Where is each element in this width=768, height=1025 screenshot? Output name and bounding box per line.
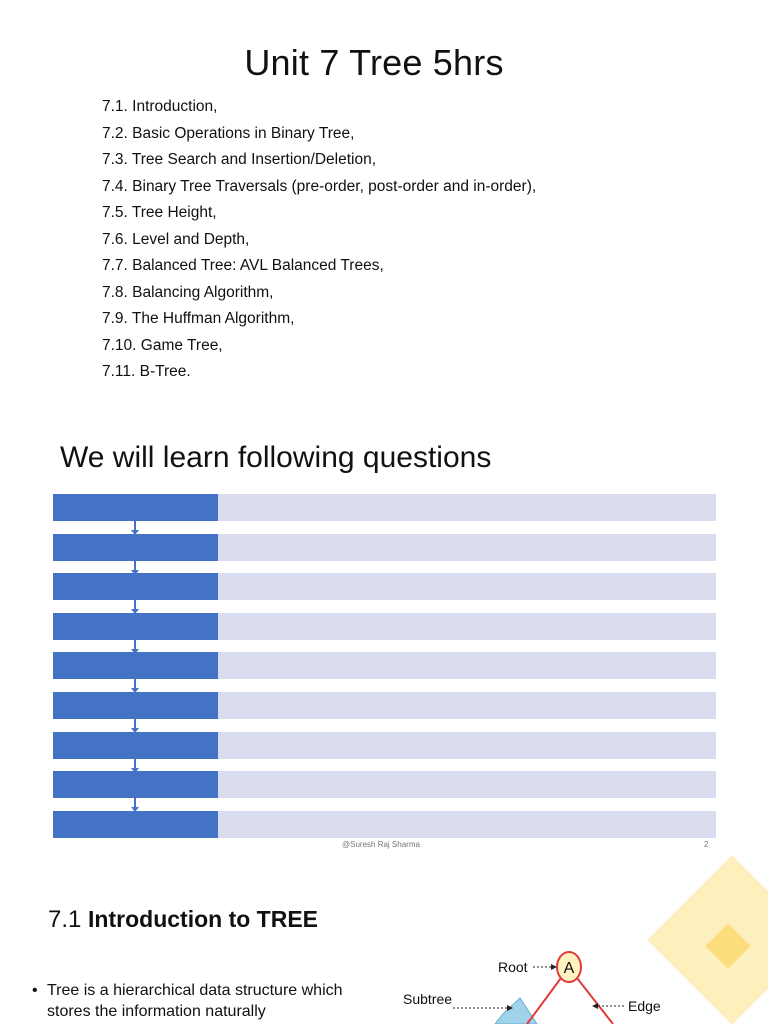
question-box	[53, 494, 218, 521]
question-band	[218, 573, 716, 600]
topic-item: 7.4. Binary Tree Traversals (pre-order, post-order and in-order),	[102, 177, 537, 195]
question-row	[53, 573, 716, 600]
question-row	[53, 692, 716, 719]
edge-arrowhead-icon	[592, 1003, 598, 1009]
edge-line	[527, 978, 561, 1024]
topic-item: 7.1. Introduction,	[102, 98, 218, 115]
question-box	[53, 811, 218, 838]
topic-item: 7.9. The Huffman Algorithm,	[102, 310, 295, 327]
question-row	[53, 534, 716, 561]
flow-arrow-icon	[134, 521, 136, 532]
root-node-label: A	[563, 960, 575, 977]
question-box	[53, 573, 218, 600]
question-band	[218, 811, 716, 838]
question-row	[53, 732, 716, 759]
footer-author: @Suresh Raj Sharma	[342, 840, 420, 849]
topic-item: 7.11. B-Tree.	[102, 363, 191, 380]
questions-title: We will learn following questions	[60, 441, 492, 474]
tree-diagram	[395, 944, 695, 1024]
edge-line	[577, 978, 613, 1024]
flow-arrow-icon	[134, 759, 136, 770]
question-box	[53, 613, 218, 640]
question-row	[53, 613, 716, 640]
section-title: Introduction to TREE	[88, 906, 319, 932]
question-box	[53, 692, 218, 719]
topic-item: 7.10. Game Tree,	[102, 336, 223, 354]
edge-label: Edge	[628, 998, 661, 1014]
question-box	[53, 534, 218, 561]
subtree-label: Subtree	[403, 991, 453, 1007]
section-heading	[48, 906, 318, 934]
topic-item: 7.8. Balancing Algorithm,	[102, 283, 274, 301]
slide-title: Unit 7 Tree 5hrs	[244, 42, 504, 83]
question-row	[53, 652, 716, 679]
question-band	[218, 494, 716, 521]
question-band	[218, 652, 716, 679]
topic-item: 7.6. Level and Depth,	[102, 230, 250, 248]
topic-item: 7.3. Tree Search and Insertion/Deletion,	[102, 151, 376, 168]
question-band	[218, 771, 716, 798]
question-band	[218, 613, 716, 640]
topic-list	[102, 96, 536, 388]
root-label: Root	[498, 959, 528, 975]
flow-arrow-icon	[134, 640, 136, 651]
question-row	[53, 771, 716, 798]
question-band	[218, 534, 716, 561]
question-flow-diagram	[53, 494, 716, 840]
topic-item: 7.2. Basic Operations in Binary Tree,	[102, 124, 355, 142]
question-band	[218, 692, 716, 719]
flow-arrow-icon	[134, 600, 136, 611]
section-number: 7.1	[48, 906, 82, 933]
flow-arrow-icon	[134, 719, 136, 730]
question-row	[53, 494, 716, 521]
topic-item: 7.5. Tree Height,	[102, 204, 217, 221]
question-band	[218, 732, 716, 759]
bullet-dot-icon: •	[32, 982, 38, 999]
question-box	[53, 732, 218, 759]
flow-arrow-icon	[134, 798, 136, 809]
root-arrowhead-icon	[551, 964, 557, 970]
page-number: 2	[704, 840, 709, 849]
bullet-text: Tree is a hierarchical data structure which stores the information naturally	[47, 982, 343, 1020]
flow-arrow-icon	[134, 679, 136, 690]
question-box	[53, 771, 218, 798]
question-row	[53, 811, 716, 838]
question-box	[53, 652, 218, 679]
topic-item: 7.7. Balanced Tree: AVL Balanced Trees,	[102, 257, 384, 274]
flow-arrow-icon	[134, 561, 136, 572]
